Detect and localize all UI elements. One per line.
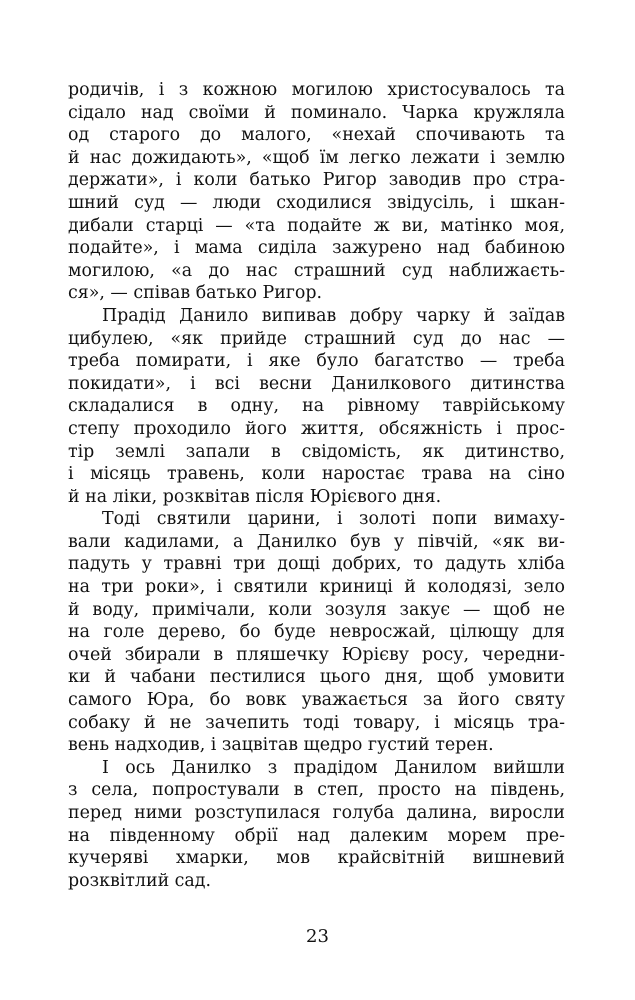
page-number: 23	[306, 926, 329, 947]
text-line: кучеряві хмарки, мов крайсвітній вишневий	[68, 848, 565, 869]
text-line: треба помирати, і яке було багатство — треба	[68, 351, 565, 372]
text-line: могилою, «а до нас страшний суд наближаєть-	[68, 260, 565, 281]
text-line: і місяць травень, коли наростає трава на сіно	[68, 464, 565, 485]
text-line: од старого до малого, «нехай спочивають та	[68, 125, 565, 146]
text-line: тір землі запали в свідомість, як дитинство,	[68, 441, 565, 462]
text-line: покидати», і всі весни Данилкового дитинства	[68, 373, 565, 394]
body-text	[68, 79, 565, 892]
text-line: собаку й не зачепить тоді товару, і місяць тра-	[68, 712, 565, 733]
text-line: розквітлий сад.	[68, 870, 212, 891]
text-line: перед ними розступилася голуба далина, виросли	[68, 803, 565, 823]
text-line: І ось Данилко з прадідом Данилом вийшли	[102, 757, 565, 778]
text-line: родичів, і з кожною могилою христосувалось та	[68, 80, 565, 100]
text-line: й нас дожидають», «щоб їм легко лежати і землю	[68, 147, 565, 168]
text-line: ся», — співав батько Ригор.	[68, 283, 323, 304]
text-line: падуть у травні три дощі добрих, то дадуть хліба	[68, 554, 565, 575]
text-line: самого Юра, бо вовк уважається за його святу	[68, 690, 565, 711]
text-line: сідало над своїми й поминало. Чарка кружляла	[68, 102, 565, 123]
text-line: на три роки», і святили криниці й колодязі, зело	[68, 577, 565, 598]
text-line: й на ліки, розквітав після Юрієвого дня.	[68, 486, 442, 507]
text-line: держати», і коли батько Ригор заводив про стра-	[68, 170, 565, 191]
text-line: й воду, примічали, коли зозуля закує — щоб не	[68, 599, 565, 620]
text-line: подайте», і мама сиділа зажурено над бабиною	[68, 238, 565, 259]
text-line: шний суд — люди сходилися звідусіль, і шкан-	[68, 192, 565, 213]
text-line: цибулею, «як прийде страшний суд до нас —	[68, 328, 565, 349]
text-line: степу проходило його життя, обсяжність і прос-	[68, 418, 565, 439]
text-line: очей збирали в пляшечку Юрієву росу, чередни-	[68, 644, 565, 665]
text-line: дибали старці — «та подайте ж ви, матінко моя,	[68, 215, 565, 236]
text-line: вали кадилами, а Данилко був у півчій, «як ви-	[68, 531, 565, 552]
text-line: Тоді святили царини, і золоті попи вимаху-	[102, 509, 565, 530]
text-line: Прадід Данило випивав добру чарку й заїдав	[102, 305, 565, 326]
text-line: на голе дерево, бо буде невросжай, цілющу для	[68, 622, 565, 643]
text-line: з села, попростували в степ, просто на південь,	[68, 780, 565, 801]
text-line: вень надходив, і зацвітав щедро густий терен.	[68, 735, 494, 756]
text-line: на південному обрії над далеким морем пре-	[68, 825, 565, 846]
text-line: складалися в одну, на рівному таврійському	[68, 396, 565, 417]
text-line: ки й чабани пестилися цього дня, щоб умовити	[68, 667, 565, 688]
